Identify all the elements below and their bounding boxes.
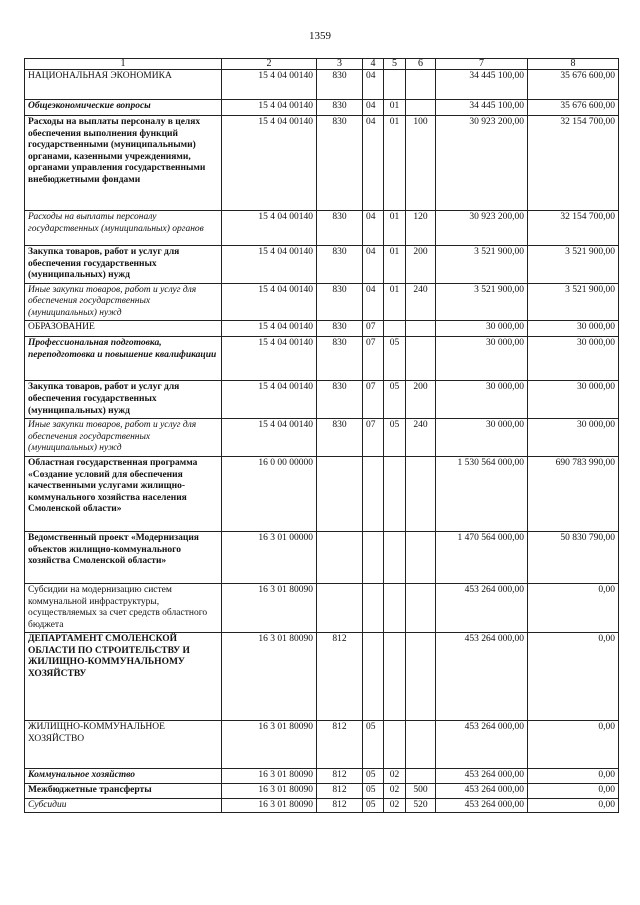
- expense-type-cell: 200: [406, 246, 436, 284]
- subsection-code-cell: [384, 583, 406, 632]
- subsection-code-cell: 02: [384, 784, 406, 799]
- item-name-cell: ДЕПАРТАМЕНТ СМОЛЕНСКОЙ ОБЛАСТИ ПО СТРОИТЕЛЬСТВУ И ЖИЛИЩНО-КОММУНАЛЬНОМУ ХОЗЯЙСТВУ: [25, 633, 222, 721]
- admin-code-cell: 830: [317, 70, 363, 100]
- target-article-cell: 16 0 00 00000: [222, 456, 317, 531]
- subsection-code-cell: 02: [384, 798, 406, 813]
- section-code-cell: 04: [363, 283, 384, 321]
- subsection-code-cell: 01: [384, 211, 406, 246]
- amount-year2-cell: 32 154 700,00: [528, 116, 619, 211]
- table-row: [25, 419, 619, 457]
- amount-year2-cell: 0,00: [528, 769, 619, 784]
- amount-year1-cell: 453 264 000,00: [436, 798, 528, 813]
- expense-type-cell: [406, 721, 436, 769]
- item-name-cell: Коммунальное хозяйство: [25, 769, 222, 784]
- subsection-code-cell: 01: [384, 283, 406, 321]
- target-article-cell: 15 4 04 00140: [222, 321, 317, 337]
- table-row: [25, 70, 619, 100]
- target-article-cell: 15 4 04 00140: [222, 70, 317, 100]
- item-name-cell: Закупка товаров, работ и услуг для обеспечения государственных (муниципальных) нужд: [25, 246, 222, 284]
- amount-year2-cell: 35 676 600,00: [528, 100, 619, 116]
- amount-year1-cell: 453 264 000,00: [436, 721, 528, 769]
- item-name-cell: Закупка товаров, работ и услуг для обеспечения государственных (муниципальных) нужд: [25, 381, 222, 419]
- section-code-cell: [363, 583, 384, 632]
- amount-year2-cell: 0,00: [528, 633, 619, 721]
- subsection-code-cell: [384, 633, 406, 721]
- subsection-code-cell: [384, 531, 406, 583]
- table-row: [25, 246, 619, 284]
- admin-code-cell: 830: [317, 116, 363, 211]
- section-code-cell: [363, 531, 384, 583]
- amount-year2-cell: 0,00: [528, 583, 619, 632]
- target-article-cell: 16 3 01 80090: [222, 769, 317, 784]
- header-cell: 5: [384, 59, 406, 70]
- header-cell: 6: [406, 59, 436, 70]
- header-row: [25, 59, 619, 70]
- item-name-cell: Иные закупки товаров, работ и услуг для обеспечения государственных (муниципальных) нужд: [25, 283, 222, 321]
- target-article-cell: 16 3 01 80090: [222, 633, 317, 721]
- admin-code-cell: 812: [317, 721, 363, 769]
- table-row: [25, 456, 619, 531]
- amount-year1-cell: 453 264 000,00: [436, 784, 528, 799]
- item-name-cell: ЖИЛИЩНО-КОММУНАЛЬНОЕ ХОЗЯЙСТВО: [25, 721, 222, 769]
- section-code-cell: 04: [363, 70, 384, 100]
- table-body: [25, 70, 619, 813]
- table-row: [25, 784, 619, 799]
- amount-year2-cell: 50 830 790,00: [528, 531, 619, 583]
- target-article-cell: 16 3 01 00000: [222, 531, 317, 583]
- table-row: [25, 798, 619, 813]
- header-cell: 4: [363, 59, 384, 70]
- amount-year2-cell: 0,00: [528, 784, 619, 799]
- item-name-cell: Областная государственная программа «Создание условий для обеспечения качественными услугами жилищно-коммунального хозяйства населения Смоленской области»: [25, 456, 222, 531]
- subsection-code-cell: 01: [384, 246, 406, 284]
- subsection-code-cell: 05: [384, 419, 406, 457]
- subsection-code-cell: 01: [384, 100, 406, 116]
- expense-type-cell: [406, 583, 436, 632]
- target-article-cell: 15 4 04 00140: [222, 246, 317, 284]
- header-cell: 2: [222, 59, 317, 70]
- expense-type-cell: 240: [406, 283, 436, 321]
- subsection-code-cell: [384, 721, 406, 769]
- amount-year2-cell: 32 154 700,00: [528, 211, 619, 246]
- section-code-cell: 07: [363, 381, 384, 419]
- target-article-cell: 15 4 04 00140: [222, 283, 317, 321]
- expense-type-cell: [406, 456, 436, 531]
- amount-year2-cell: 30 000,00: [528, 419, 619, 457]
- amount-year1-cell: 1 530 564 000,00: [436, 456, 528, 531]
- expense-type-cell: [406, 531, 436, 583]
- admin-code-cell: 830: [317, 246, 363, 284]
- expense-type-cell: [406, 70, 436, 100]
- section-code-cell: 04: [363, 100, 384, 116]
- section-code-cell: 05: [363, 769, 384, 784]
- amount-year1-cell: 30 000,00: [436, 381, 528, 419]
- admin-code-cell: 830: [317, 211, 363, 246]
- item-name-cell: Межбюджетные трансферты: [25, 784, 222, 799]
- target-article-cell: 15 4 04 00140: [222, 419, 317, 457]
- admin-code-cell: 830: [317, 283, 363, 321]
- admin-code-cell: 830: [317, 381, 363, 419]
- section-code-cell: 05: [363, 784, 384, 799]
- item-name-cell: Профессиональная подготовка, переподготовка и повышение квалификации: [25, 337, 222, 381]
- table-row: [25, 337, 619, 381]
- header-cell: 8: [528, 59, 619, 70]
- item-name-cell: Общеэкономические вопросы: [25, 100, 222, 116]
- item-name-cell: НАЦИОНАЛЬНАЯ ЭКОНОМИКА: [25, 70, 222, 100]
- header-cell: 1: [25, 59, 222, 70]
- page-number: 1359: [309, 30, 331, 42]
- header-cell: 3: [317, 59, 363, 70]
- section-code-cell: [363, 633, 384, 721]
- amount-year1-cell: 34 445 100,00: [436, 70, 528, 100]
- expense-type-cell: [406, 769, 436, 784]
- table-row: [25, 116, 619, 211]
- target-article-cell: 15 4 04 00140: [222, 211, 317, 246]
- table-row: [25, 721, 619, 769]
- admin-code-cell: [317, 531, 363, 583]
- amount-year1-cell: 453 264 000,00: [436, 583, 528, 632]
- table-row: [25, 283, 619, 321]
- item-name-cell: Субсидии на модернизацию систем коммунальной инфраструктуры, осуществляемых за счет средств областного бюджета: [25, 583, 222, 632]
- section-code-cell: 04: [363, 246, 384, 284]
- expense-type-cell: 200: [406, 381, 436, 419]
- amount-year2-cell: 0,00: [528, 721, 619, 769]
- amount-year1-cell: 453 264 000,00: [436, 633, 528, 721]
- subsection-code-cell: 02: [384, 769, 406, 784]
- amount-year1-cell: 34 445 100,00: [436, 100, 528, 116]
- admin-code-cell: 830: [317, 337, 363, 381]
- table-row: [25, 769, 619, 784]
- admin-code-cell: 830: [317, 100, 363, 116]
- budget-table: [24, 58, 619, 813]
- expense-type-cell: [406, 337, 436, 381]
- expense-type-cell: 120: [406, 211, 436, 246]
- expense-type-cell: 520: [406, 798, 436, 813]
- amount-year1-cell: 453 264 000,00: [436, 769, 528, 784]
- table-row: [25, 211, 619, 246]
- section-code-cell: 05: [363, 798, 384, 813]
- admin-code-cell: 812: [317, 633, 363, 721]
- amount-year2-cell: 0,00: [528, 798, 619, 813]
- subsection-code-cell: 05: [384, 381, 406, 419]
- expense-type-cell: 100: [406, 116, 436, 211]
- amount-year2-cell: 3 521 900,00: [528, 283, 619, 321]
- expense-type-cell: [406, 321, 436, 337]
- expense-type-cell: [406, 633, 436, 721]
- item-name-cell: Расходы на выплаты персоналу в целях обеспечения выполнения функций государственными (муниципальными) органами, казенными учреждениями, органами управления государственными внебюджетными фондами: [25, 116, 222, 211]
- amount-year2-cell: 30 000,00: [528, 321, 619, 337]
- item-name-cell: Расходы на выплаты персоналу государственных (муниципальных) органов: [25, 211, 222, 246]
- amount-year1-cell: 30 000,00: [436, 419, 528, 457]
- admin-code-cell: 812: [317, 798, 363, 813]
- expense-type-cell: 240: [406, 419, 436, 457]
- amount-year2-cell: 35 676 600,00: [528, 70, 619, 100]
- amount-year1-cell: 30 923 200,00: [436, 211, 528, 246]
- header-cell: 7: [436, 59, 528, 70]
- admin-code-cell: 830: [317, 321, 363, 337]
- amount-year1-cell: 3 521 900,00: [436, 283, 528, 321]
- target-article-cell: 15 4 04 00140: [222, 100, 317, 116]
- amount-year1-cell: 30 000,00: [436, 321, 528, 337]
- table-row: [25, 381, 619, 419]
- amount-year1-cell: 30 000,00: [436, 337, 528, 381]
- section-code-cell: 04: [363, 211, 384, 246]
- amount-year1-cell: 30 923 200,00: [436, 116, 528, 211]
- amount-year2-cell: 30 000,00: [528, 381, 619, 419]
- subsection-code-cell: 01: [384, 116, 406, 211]
- table-row: [25, 100, 619, 116]
- table-row: [25, 321, 619, 337]
- target-article-cell: 15 4 04 00140: [222, 337, 317, 381]
- amount-year1-cell: 1 470 564 000,00: [436, 531, 528, 583]
- section-code-cell: 05: [363, 721, 384, 769]
- item-name-cell: ОБРАЗОВАНИЕ: [25, 321, 222, 337]
- section-code-cell: 07: [363, 321, 384, 337]
- item-name-cell: Ведомственный проект «Модернизация объектов жилищно-коммунального хозяйства Смоленской области»: [25, 531, 222, 583]
- section-code-cell: [363, 456, 384, 531]
- section-code-cell: 07: [363, 419, 384, 457]
- section-code-cell: 04: [363, 116, 384, 211]
- admin-code-cell: 812: [317, 784, 363, 799]
- target-article-cell: 16 3 01 80090: [222, 721, 317, 769]
- admin-code-cell: 812: [317, 769, 363, 784]
- amount-year2-cell: 690 783 990,00: [528, 456, 619, 531]
- target-article-cell: 15 4 04 00140: [222, 116, 317, 211]
- expense-type-cell: [406, 100, 436, 116]
- target-article-cell: 16 3 01 80090: [222, 784, 317, 799]
- table-row: [25, 583, 619, 632]
- target-article-cell: 16 3 01 80090: [222, 583, 317, 632]
- table-row: [25, 633, 619, 721]
- table-row: [25, 531, 619, 583]
- subsection-code-cell: [384, 70, 406, 100]
- amount-year1-cell: 3 521 900,00: [436, 246, 528, 284]
- section-code-cell: 07: [363, 337, 384, 381]
- target-article-cell: 15 4 04 00140: [222, 381, 317, 419]
- amount-year2-cell: 3 521 900,00: [528, 246, 619, 284]
- amount-year2-cell: 30 000,00: [528, 337, 619, 381]
- subsection-code-cell: [384, 321, 406, 337]
- subsection-code-cell: 05: [384, 337, 406, 381]
- item-name-cell: Субсидии: [25, 798, 222, 813]
- target-article-cell: 16 3 01 80090: [222, 798, 317, 813]
- expense-type-cell: 500: [406, 784, 436, 799]
- item-name-cell: Иные закупки товаров, работ и услуг для обеспечения государственных (муниципальных) нужд: [25, 419, 222, 457]
- admin-code-cell: [317, 456, 363, 531]
- admin-code-cell: [317, 583, 363, 632]
- admin-code-cell: 830: [317, 419, 363, 457]
- subsection-code-cell: [384, 456, 406, 531]
